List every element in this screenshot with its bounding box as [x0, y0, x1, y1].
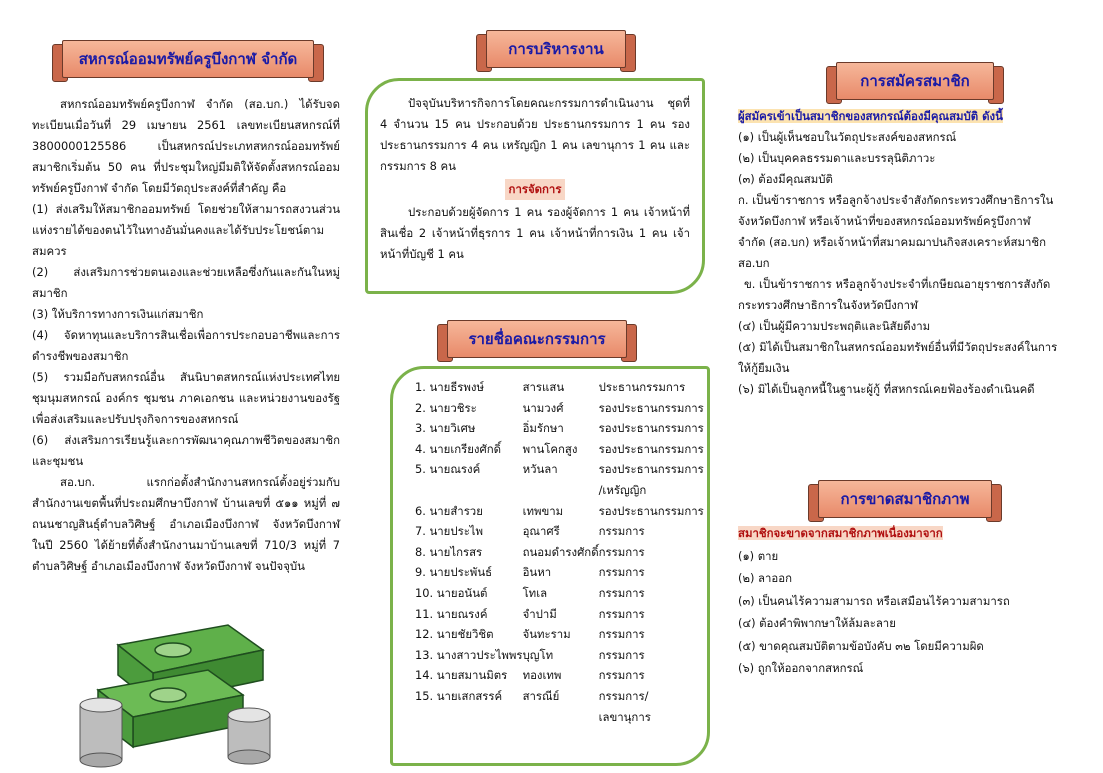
- committee-member-name: 11. นายณรงค์: [415, 606, 488, 621]
- termination-item: (๓) เป็นคนไร้ความสามารถ หรือเสมือนไร้ความสามารถ: [738, 593, 1010, 608]
- committee-member-surname: พานโคกสูง: [522, 441, 578, 456]
- committee-row: [415, 439, 704, 460]
- committee-member-name: 7. นายประไพ: [415, 524, 484, 539]
- objective-item: (3) ให้บริการทางการเงินแก่สมาชิก: [32, 307, 204, 321]
- objective-item: (1) ส่งเสริมให้สมาชิกออมทรัพย์ โดยช่วยให้สามารถสงวนส่วนแห่งรายได้ของตนไว้ในทางอันมั่นคงและได้รับประโยชน์ตามสมควร: [32, 202, 340, 258]
- committee-member-name: [415, 707, 523, 728]
- qualification-item: (๖) มิได้เป็นลูกหนี้ในฐานะผู้กู้ ที่สหกรณ์เคยฟ้องร้องดำเนินคดี: [738, 382, 1035, 396]
- committee-member-surname: บุญโท: [522, 647, 554, 662]
- committee-member-surname: สารณีย์: [522, 688, 560, 703]
- management-paragraph: ประกอบด้วยผู้จัดการ 1 คน รองผู้จัดการ 1 คน เจ้าหน้าที่สินเชื่อ 2 เจ้าหน้าที่ธุรการ 1 คน เจ้าหน้าที่การเงิน 1 คน เจ้าหน้าที่บัญชี 1 คน: [380, 205, 690, 261]
- committee-member-surname: หวันลา: [522, 462, 558, 477]
- committee-row: [415, 686, 704, 707]
- qualification-item: (๒) เป็นบุคคลธรรมดาและบรรลุนิติภาวะ: [738, 151, 936, 165]
- committee-box: [390, 366, 710, 766]
- committee-member-name: 15. นายเสกสรรค์: [415, 688, 503, 703]
- committee-member-name: 9. นายประพันธ์: [415, 565, 493, 580]
- banner-membership: การสมัครสมาชิก: [826, 62, 1004, 100]
- committee-row: [415, 624, 704, 645]
- committee-member-role: กรรมการ: [598, 585, 645, 600]
- committee-row: [415, 665, 704, 686]
- qualification-item: (๓) ต้องมีคุณสมบัติ: [738, 172, 833, 186]
- banner-administration: การบริหารงาน: [476, 30, 636, 68]
- banner-committee: รายชื่อคณะกรรมการ: [437, 320, 637, 358]
- committee-member-name: 14. นายสมานมิตร: [415, 668, 508, 683]
- termination-item: (๕) ขาดคุณสมบัติตามข้อบังคับ ๓๒ โดยมีความผิด: [738, 638, 984, 653]
- committee-row: [415, 707, 704, 728]
- committee-member-name: 8. นายไกรสร: [415, 544, 483, 559]
- committee-member-surname: นามวงศ์: [522, 400, 564, 415]
- committee-row: [415, 501, 704, 522]
- committee-member-role: /เหรัญญิก: [598, 482, 647, 497]
- left-column-text: [32, 94, 340, 577]
- committee-member-surname: สารแสน: [522, 380, 565, 394]
- committee-row: [415, 398, 704, 419]
- objective-item: (5) รวมมือกับสหกรณ์อื่น สันนิบาตสหกรณ์แห่งประเทศไทย ชุมนุมสหกรณ์ องค์กร ชุมชน ภาคเอกชน และหน่วยงานของรัฐเพื่อส่งเสริมและปรับปรุงกิจการของสหกรณ์: [32, 370, 340, 426]
- banner-coop-name: สหกรณ์ออมทรัพย์ครูบึงกาฬ จำกัด: [52, 40, 324, 78]
- committee-member-role: กรรมการ: [598, 606, 645, 621]
- committee-member-name: 4. นายเกรียงศักดิ์: [415, 441, 502, 456]
- termination-item: (๖) ถูกให้ออกจากสหกรณ์: [738, 661, 864, 675]
- committee-member-surname: ทองเทพ: [522, 668, 562, 683]
- membership-section: [738, 106, 1058, 400]
- banner-membership-termination: การขาดสมาชิกภาพ: [808, 480, 1002, 518]
- committee-member-role: รองประธานกรรมการ: [598, 462, 704, 477]
- admin-paragraph: ปัจจุบันบริหารกิจการโดยคณะกรรมการดำเนินงาน ชุดที่ 4 จำนวน 15 คน ประกอบด้วย ประธานกรรมการ 1 คน รองประธานกรรมการ 4 คน เหรัญญิก 1 คน เลขานุการ 1 คน และกรรมการ 8 คน: [380, 96, 690, 173]
- committee-member-surname: อินหา: [522, 565, 552, 580]
- committee-row: [415, 562, 704, 583]
- committee-member-role: รองประธานกรรมการ: [598, 441, 704, 456]
- committee-row: [415, 583, 704, 604]
- committee-member-role: กรรมการ: [598, 668, 645, 683]
- committee-member-role: เลขานุการ: [598, 709, 651, 724]
- committee-member-role: ประธานกรรมการ: [598, 380, 686, 394]
- committee-member-name: 1. นายธีรพงษ์: [415, 380, 484, 394]
- qualification-item: (๕) มิได้เป็นสมาชิกในสหกรณ์ออมทรัพย์อื่นที่มีวัตถุประสงค์ในการให้กู้ยืมเงิน: [738, 340, 1058, 375]
- committee-member-role: กรรมการ: [598, 565, 645, 580]
- intro-paragraph: สหกรณ์ออมทรัพย์ครูบึงกาฬ จำกัด (สอ.บก.) ได้รับจดทะเบียนเมื่อวันที่ 29 เมษายน 2561 เลขทะเบียนสหกรณ์ที่ 3800000125586 เป็นสหกรณ์ประเภทสหกรณ์ออมทรัพย์ สมาชิกเริ่มต้น 50 คน ที่ประชุมใหญ่มีมติให้จัดตั้งสหกรณ์ออมทรัพย์ครูบึงกาฬ จำกัด โดยมีวัตถุประสงค์ที่สำคัญ คือ: [32, 97, 340, 195]
- committee-member-name: 3. นายวิเศษ: [415, 421, 476, 436]
- termination-heading: สมาชิกจะขาดจากสมาชิกภาพเนื่องมาจาก: [738, 526, 943, 540]
- money-stack-illustration: [78, 605, 278, 770]
- qualification-item: (๑) เป็นผู้เห็นชอบในวัตถุประสงค์ของสหกรณ์: [738, 130, 957, 144]
- qualification-item: (๔) เป็นผู้มีความประพฤติและนิสัยดีงาม: [738, 319, 931, 333]
- administration-box: [365, 78, 705, 294]
- membership-heading: ผู้สมัครเข้าเป็นสมาชิกของสหกรณ์ต้องมีคุณสมบัติ ดังนี้: [738, 109, 1003, 123]
- committee-member-surname: จำปามี: [522, 606, 557, 621]
- committee-member-surname: [523, 480, 599, 501]
- committee-row: [415, 604, 704, 625]
- committee-member-surname: อุณาศรี: [522, 524, 560, 539]
- committee-row: [415, 377, 704, 398]
- committee-member-surname: จันทะราม: [522, 627, 571, 642]
- committee-member-surname: [523, 707, 599, 728]
- committee-table: [415, 377, 704, 727]
- termination-section: [738, 522, 1058, 680]
- committee-row: [415, 418, 704, 439]
- committee-member-role: รองประธานกรรมการ: [598, 503, 704, 518]
- committee-member-name: 12. นายชัยวิชิต: [415, 627, 494, 642]
- committee-member-role: กรรมการ: [598, 524, 645, 539]
- committee-member-role: กรรมการ/: [598, 688, 649, 703]
- termination-item: (๔) ต้องคำพิพากษาให้ล้มละลาย: [738, 616, 896, 630]
- committee-member-surname: โทเล: [522, 585, 548, 600]
- termination-item: (๒) ลาออก: [738, 571, 792, 585]
- committee-member-role: รองประธานกรรมการ: [598, 400, 704, 415]
- qualification-item: ข. เป็นข้าราชการ หรือลูกจ้างประจำที่เกษียณอายุราชการสังกัดกระทรวงศึกษาธิการในจังหวัดบึงกาฬ: [738, 277, 1051, 312]
- committee-member-surname: ถนอมดำรงศักดิ์: [522, 544, 599, 559]
- committee-member-name: [415, 480, 523, 501]
- objective-item: (4) จัดหาทุนและบริการสินเชื่อเพื่อการประกอบอาชีพและการดำรงชีพของสมาชิก: [32, 328, 340, 363]
- objective-item: (6) ส่งเสริมการเรียนรู้และการพัฒนาคุณภาพชีวิตของสมาชิกและชุมชน: [32, 433, 340, 468]
- committee-member-surname: เทพขาม: [522, 503, 564, 518]
- office-paragraph: สอ.บก. แรกก่อตั้งสำนักงานสหกรณ์ตั้งอยู่ร่วมกับสำนักงานเขตพื้นที่ประถมศึกษาบึงกาฬ บ้านเลขที่ ๕๑๑ หมู่ที่ ๗ ถนนชาญสินธุ์ตำบลวิศิษฐ์ อำเภอเมืองบึงกาฬ จังหวัดบึงกาฬ ในปี 2560 ได้ย้ายที่ตั้งสำนักงานมาบ้านเลขที่ 710/3 หมู่ที่ 7 ตำบลวิศิษฐ์ อำเภอเมืองบึงกาฬ จังหวัดบึงกาฬ จนปัจจุบัน: [32, 475, 340, 573]
- committee-member-role: กรรมการ: [598, 627, 645, 642]
- termination-item: (๑) ตาย: [738, 548, 779, 563]
- committee-member-name: 10. นายอนันต์: [415, 585, 488, 600]
- qualification-item: ก. เป็นข้าราชการ หรือลูกจ้างประจำสังกัดกระทรวงศึกษาธิการในจังหวัดบึงกาฬ หรือเจ้าหน้าที่ของสหกรณ์ออมทรัพย์ครูบึงกาฬ จำกัด (สอ.บก) หรือเจ้าหน้าที่สมาคมฌาปนกิจสงเคราะห์สมาชิก สอ.บก: [738, 193, 1054, 270]
- committee-row: [415, 521, 704, 542]
- committee-member-role: กรรมการ: [598, 544, 645, 559]
- management-title: การจัดการ: [505, 179, 566, 200]
- committee-member-role: กรรมการ: [598, 647, 645, 662]
- committee-member-surname: อิ่มรักษา: [522, 421, 564, 436]
- committee-row: [415, 459, 704, 480]
- committee-member-name: 5. นายณรงค์: [415, 462, 481, 477]
- committee-row: [415, 480, 704, 501]
- committee-member-role: รองประธานกรรมการ: [598, 421, 704, 436]
- committee-member-name: 13. นางสาวประไพพร: [415, 647, 523, 662]
- committee-member-name: 2. นายวชิระ: [415, 400, 477, 415]
- objective-item: (2) ส่งเสริมการช่วยตนเองและช่วยเหลือซึ่งกันและกันในหมู่สมาชิก: [32, 265, 340, 300]
- committee-member-name: 6. นายสำรวย: [415, 503, 483, 518]
- committee-row: [415, 645, 704, 666]
- committee-row: [415, 542, 704, 563]
